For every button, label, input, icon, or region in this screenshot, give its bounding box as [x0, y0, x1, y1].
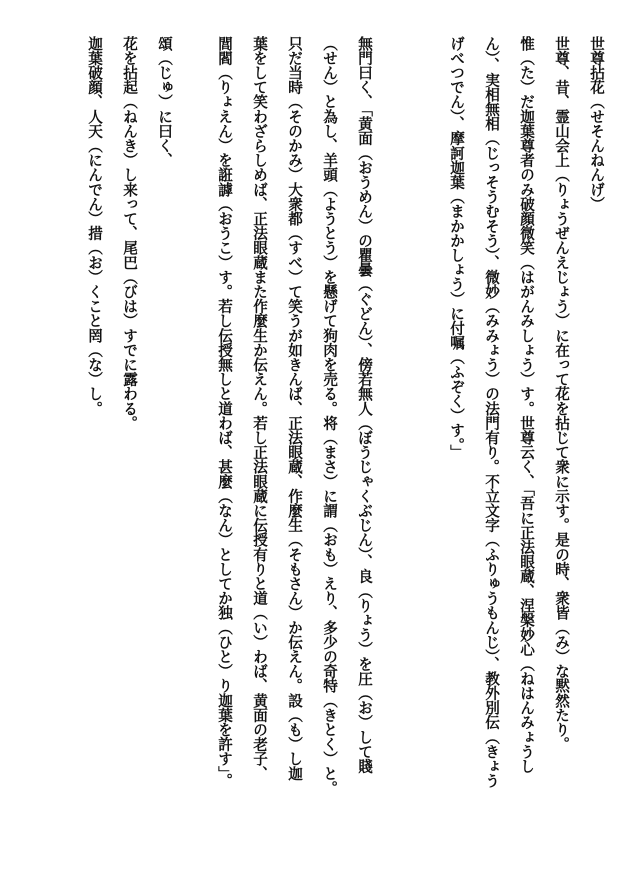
mumon-line-3: 只だ当時（そのかみ）大衆都（すべ）て笑うが如きんば、正法眼蔵、作麼生（そもさん）か伝えん。設（も）し迦 — [286, 36, 303, 781]
mumon-line-1: 無門曰く、「黄面（おうめん）の瞿曇（ぐどん）、傍若無人（ぼうじゃくぶじん）、良（りょう）を圧（お）して賤 — [356, 36, 373, 774]
mumon-line-4: 葉をして笑わざらしめば、正法眼蔵また作麼生か伝えん。若し正法眼蔵に伝授有りと道（い）わば、黄面の老子、 — [251, 36, 268, 781]
honsoku-line-3: ん）、実相無相（じっそうむそう）、微妙（みみょう）の法門有り。不立文字（ふりゅうもんじ）、教外別伝（きょう — [483, 36, 500, 788]
ju-line-3: 迦葉破顔、人天（にんでん）措（お）くこと罔（な）し。 — [86, 36, 103, 416]
ju-line-2: 花を拈起（ねんき）し来って、尾巴（びは）すでに露わる。 — [121, 36, 138, 431]
document-title: 世尊拈花（せそんねんげ） — [588, 36, 605, 212]
mumon-line-2: （せん）と為し、羊頭（ようとう）を懸げて狗肉を売る。将（まさ）に謂（おも）えり、多少の奇特（きとく）と。 — [321, 36, 338, 796]
ju-line-1: 頌（じゅ）に曰く、 — [156, 36, 173, 168]
honsoku-line-1: 世尊、昔、霊山会上（りょうぜんえじょう）に在って花を拈じて衆に示す。是の時、衆皆（み）な黙然たり。 — [553, 36, 570, 752]
honsoku-line-2: 惟（た）だ迦葉尊者のみ破顔微笑（はがんみしょう）す。世尊云く、「吾に正法眼蔵、涅槃妙心（ねはんみょうし — [518, 36, 535, 774]
mumon-line-5: 閭閻（りょえん）を誑謼（おうこ）す。若し伝授無しと道わば、甚麼（なん）としてか独（ひと）り迦葉を許す」。 — [216, 36, 233, 788]
honsoku-line-4: げべつでん）、摩訶迦葉（まかかしょう）に付嘱（ふぞく）す。」 — [448, 36, 465, 460]
